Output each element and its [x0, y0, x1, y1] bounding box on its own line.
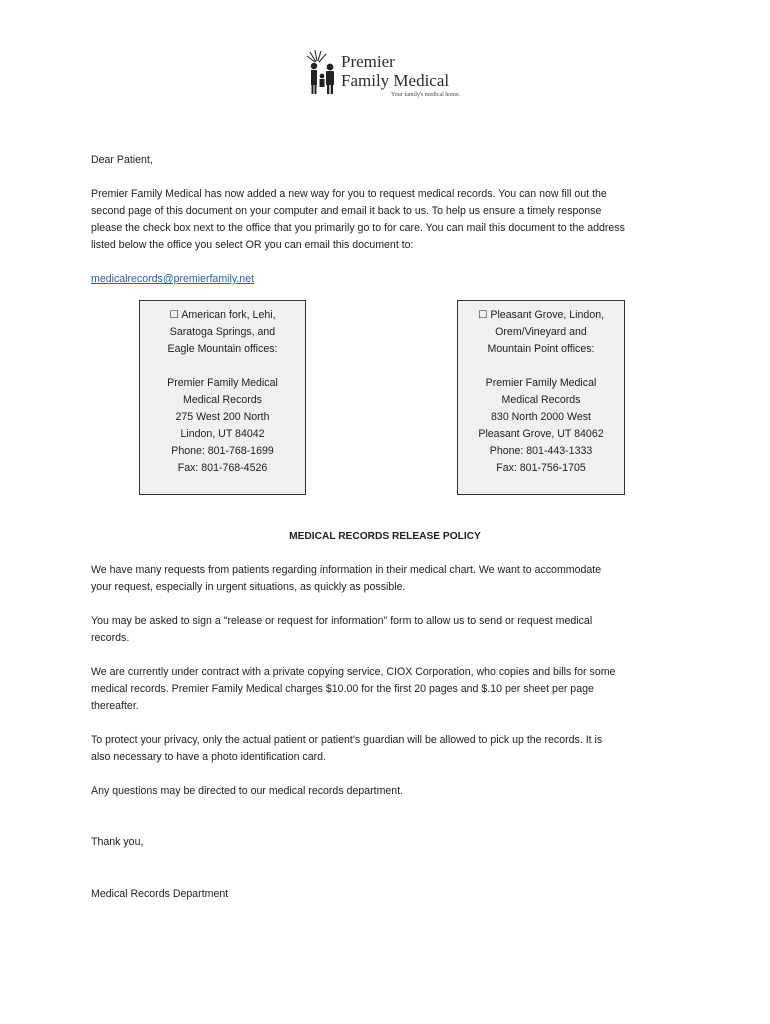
office-1-locations-line1: [140, 307, 305, 324]
office-2-dept: Medical Records: [501, 394, 581, 406]
office-2-city: Pleasant Grove, UT 84062: [478, 428, 604, 440]
office-1-locations-text: American fork, Lehi,: [181, 309, 276, 321]
policy-paragraph-3: [91, 664, 615, 715]
logo-name-line1: Premier: [341, 52, 395, 71]
policy-line: We are currently under contract with a private copying service, CIOX Corporation, who copies and bills for some: [91, 666, 616, 678]
office-1-phone: Phone: 801-768-1699: [171, 445, 274, 457]
policy-paragraph-5: Any questions may be directed to our medical records department.: [91, 785, 404, 797]
office-2-locations-text: Pleasant Grove, Lindon,: [490, 309, 605, 321]
policy-line: You may be asked to sign a "release or request for information" form to allow us to send or request medical: [91, 615, 593, 627]
office-2-locations-line3: Mountain Point offices:: [487, 343, 595, 355]
office-2-checkbox[interactable]: ☐: [477, 309, 488, 321]
policy-paragraph-1: [91, 562, 601, 596]
logo-name-line2: Family Medical: [341, 71, 450, 90]
salutation: Dear Patient,: [91, 154, 153, 166]
policy-paragraph-4: [91, 732, 602, 766]
intro-line: second page of this document on your computer and email it back to us. To help us ensure a timely response: [91, 205, 602, 217]
intro-line: please the check box next to the office that you primarily go to for care. You can mail this document to the address: [91, 222, 625, 234]
family-logo-icon: [306, 50, 342, 96]
office-2-street: 830 North 2000 West: [491, 411, 591, 423]
office-1-locations-line3: Eagle Mountain offices:: [167, 343, 278, 355]
policy-heading: MEDICAL RECORDS RELEASE POLICY: [289, 531, 481, 542]
logo-tagline: Your family's medical home.: [391, 92, 461, 98]
policy-line: thereafter.: [91, 700, 139, 712]
policy-line: also necessary to have a photo identification card.: [91, 751, 326, 763]
office-2-name: Premier Family Medical: [485, 377, 597, 389]
policy-line: To protect your privacy, only the actual patient or patient's guardian will be allowed to pick up the records. It is: [91, 734, 603, 746]
policy-line: We have many requests from patients regarding information in their medical chart. We want to accommodate: [91, 564, 602, 576]
office-2-fax: Fax: 801-756-1705: [496, 462, 586, 474]
office-1-locations-line2: Saratoga Springs, and: [169, 326, 276, 338]
closing-thanks: Thank you,: [91, 836, 144, 848]
office-1-street: 275 West 200 North: [175, 411, 270, 423]
office-2-locations-line2: Orem/Vineyard and: [495, 326, 587, 338]
policy-line: records.: [91, 632, 130, 644]
office-box-2: [457, 300, 625, 495]
office-1-dept: Medical Records: [183, 394, 262, 406]
premier-family-medical-logo: [306, 46, 468, 102]
office-box-1: [139, 300, 306, 495]
policy-paragraph-2: [91, 613, 592, 647]
office-1-checkbox[interactable]: ☐: [169, 309, 179, 321]
office-1-fax: Fax: 801-768-4526: [177, 462, 268, 474]
office-1-city: Lindon, UT 84042: [180, 428, 265, 440]
office-1-name: Premier Family Medical: [167, 377, 278, 389]
policy-line: your request, especially in urgent situations, as quickly as possible.: [91, 581, 406, 593]
email-link[interactable]: medicalrecords@premierfamily.net: [91, 273, 255, 285]
intro-line: listed below the office you select OR you can email this document to:: [91, 239, 414, 251]
office-2-locations-line1: [458, 307, 624, 324]
intro-paragraph: [91, 186, 625, 254]
policy-line: medical records. Premier Family Medical charges $10.00 for the first 20 pages and $.10 per sheet per page: [91, 683, 594, 695]
closing-signature: Medical Records Department: [91, 888, 229, 900]
office-2-phone: Phone: 801-443-1333: [489, 445, 593, 457]
intro-line: Premier Family Medical has now added a new way for you to request medical records. You can now fill out the: [91, 188, 607, 200]
